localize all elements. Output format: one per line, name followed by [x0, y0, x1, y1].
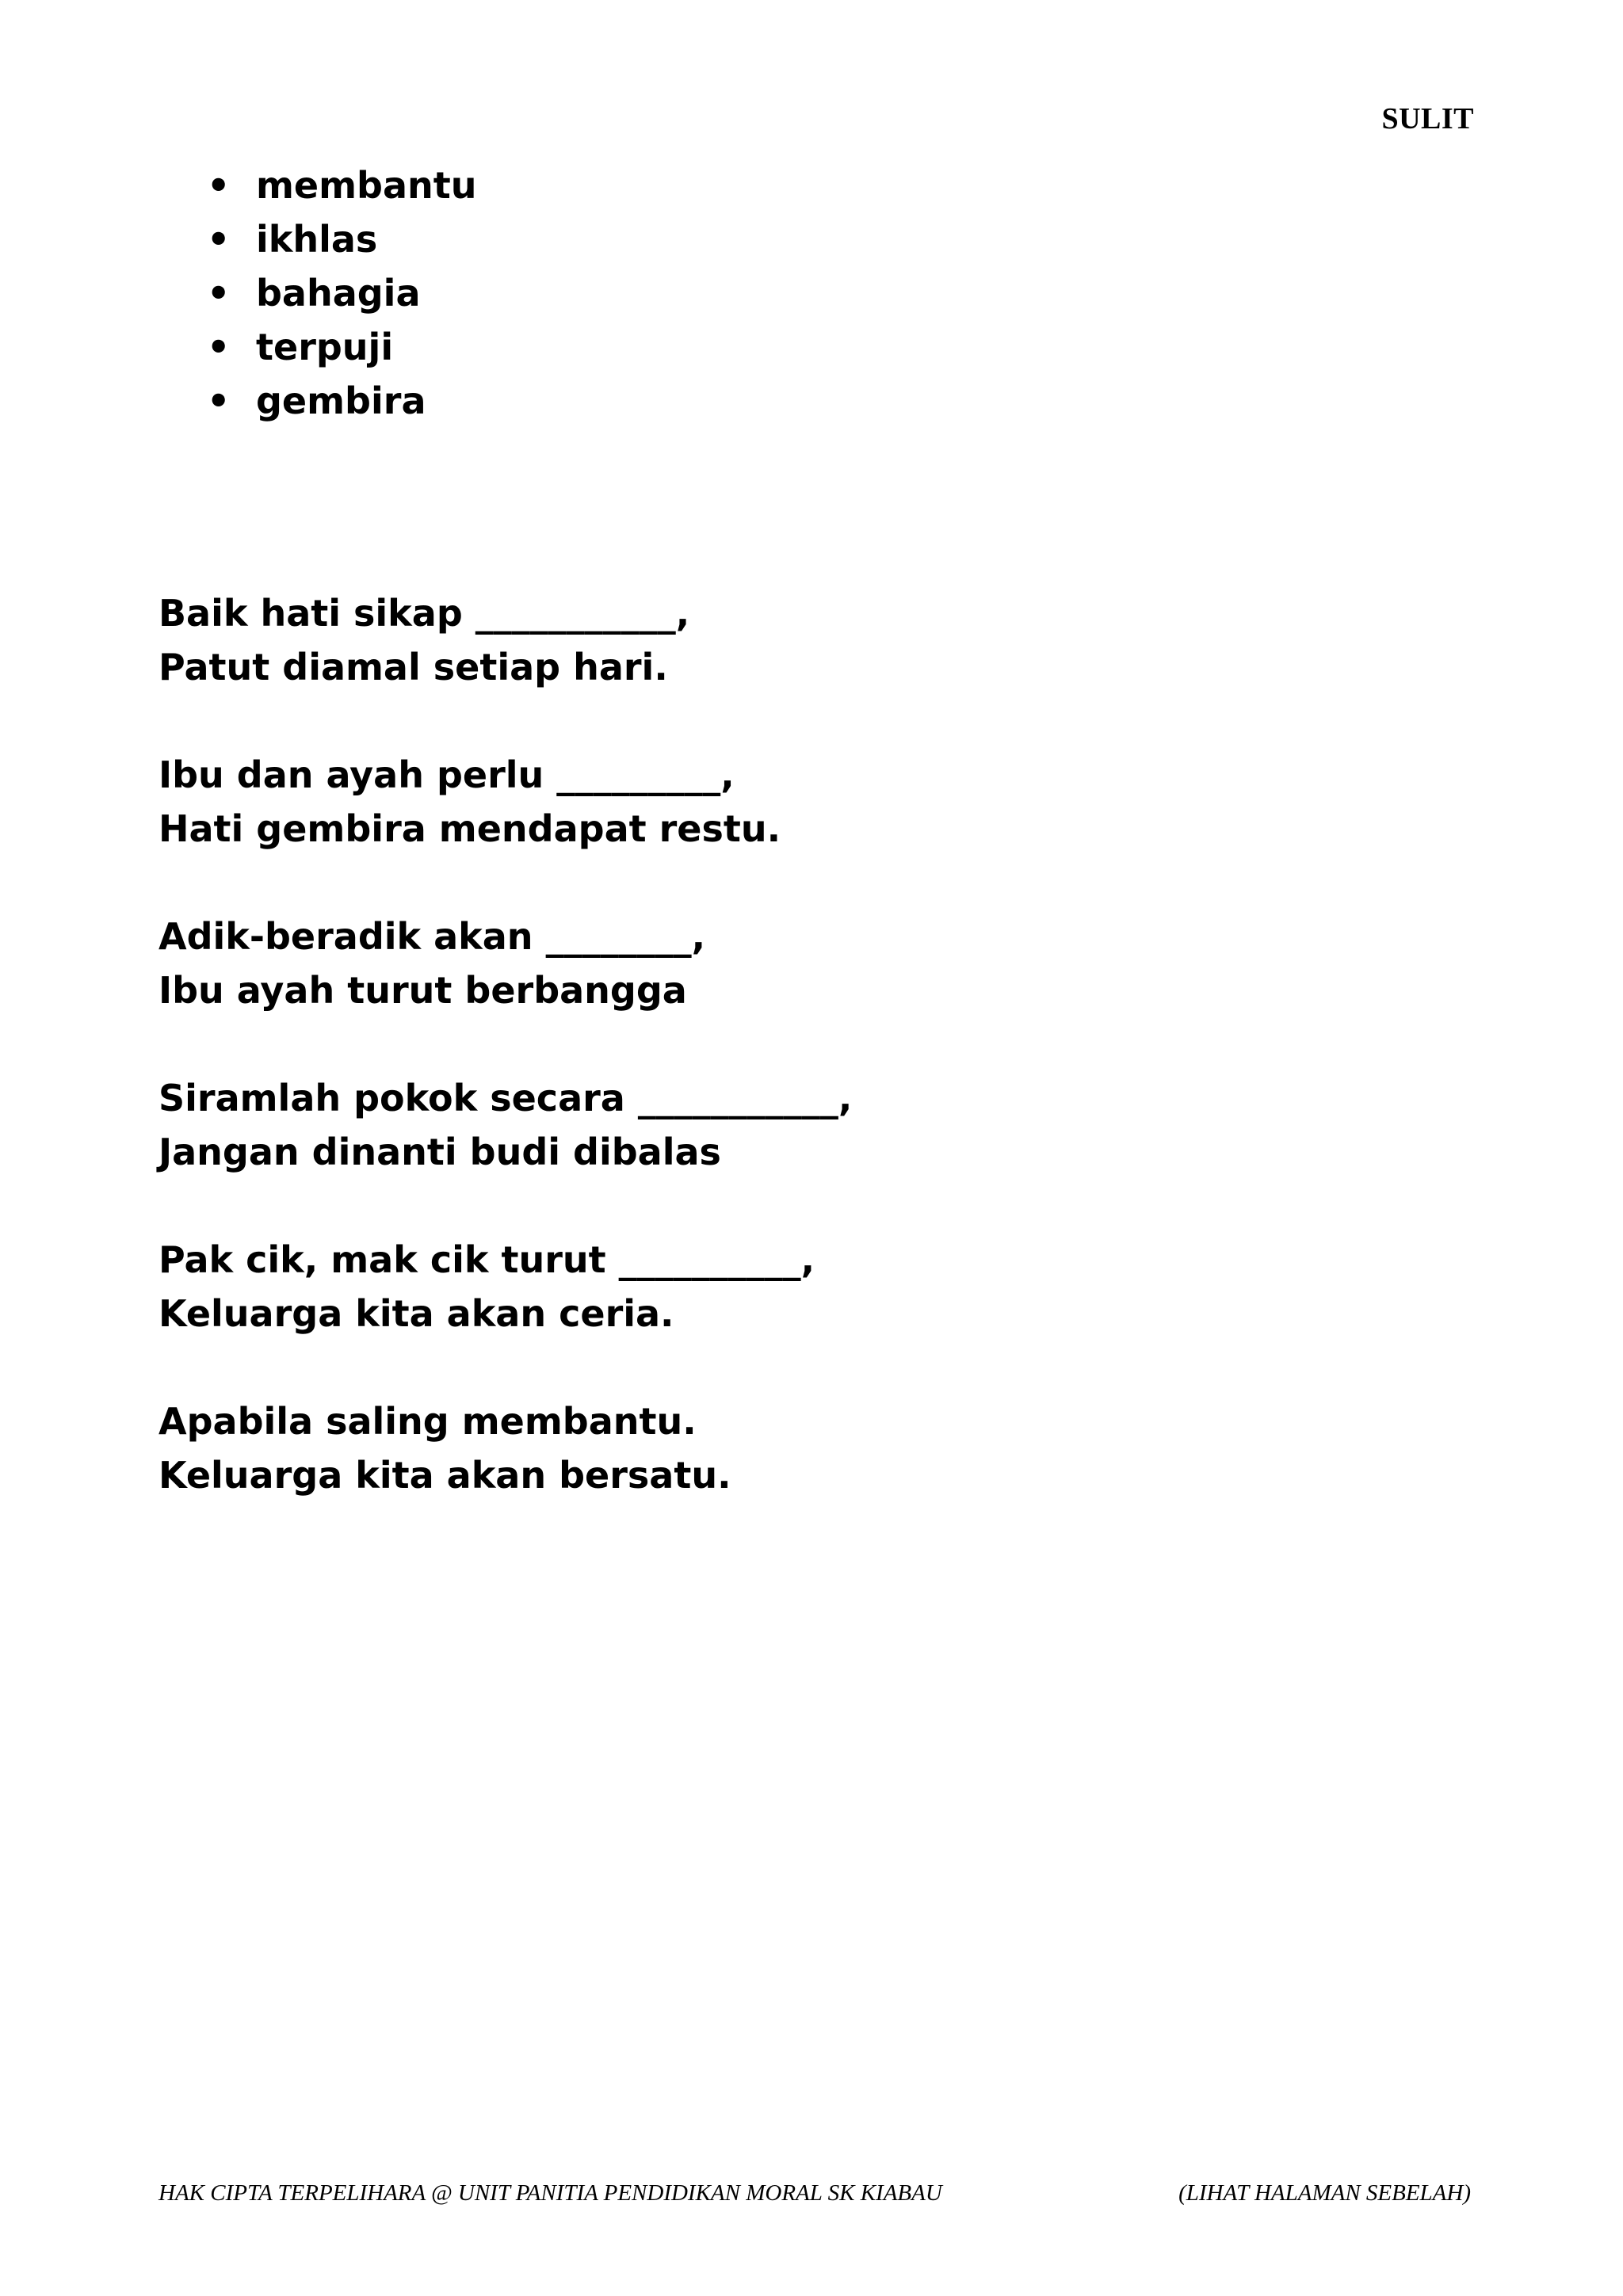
word-bank-item: [202, 212, 477, 266]
poem-stanza: [158, 1071, 852, 1179]
poem: [158, 586, 852, 1556]
poem-line: Baik hati sikap ___________,: [158, 592, 690, 635]
poem-stanza: [158, 910, 852, 1017]
word-bank-item: [202, 266, 477, 320]
footer-copyright: HAK CIPTA TERPELIHARA @ UNIT PANITIA PENDIDIKAN MORAL SK KIABAU: [158, 2180, 942, 2206]
word-bank-item: [202, 320, 477, 374]
poem-line: Keluarga kita akan ceria.: [158, 1292, 674, 1335]
poem-line: Pak cik, mak cik turut __________,: [158, 1238, 815, 1281]
poem-line: Siramlah pokok secara ___________,: [158, 1077, 853, 1119]
poem-stanza: [158, 748, 852, 856]
word-bank-item: [202, 374, 477, 428]
footer-next-page-note: (LIHAT HALAMAN SEBELAH): [1178, 2180, 1471, 2206]
poem-line: Apabila saling membantu.: [158, 1400, 697, 1443]
bullet-icon: •: [207, 218, 231, 261]
word-bank-text: terpuji: [256, 326, 394, 368]
bullet-icon: •: [207, 164, 231, 207]
poem-line: Ibu dan ayah perlu _________,: [158, 753, 735, 796]
word-bank-item: [202, 158, 477, 212]
word-bank-text: bahagia: [256, 272, 421, 315]
word-bank-list: [202, 158, 477, 428]
poem-line: Ibu ayah turut berbangga: [158, 969, 687, 1012]
bullet-icon: •: [207, 326, 231, 368]
classification-label: SULIT: [1381, 102, 1474, 135]
poem-line: Hati gembira mendapat restu.: [158, 807, 781, 850]
bullet-icon: •: [207, 272, 231, 315]
bullet-icon: •: [207, 379, 231, 422]
poem-line: Patut diamal setiap hari.: [158, 646, 668, 688]
poem-line: Jangan dinanti budi dibalas: [158, 1131, 721, 1173]
poem-stanza: [158, 1233, 852, 1341]
poem-line: Keluarga kita akan bersatu.: [158, 1454, 731, 1497]
word-bank-text: membantu: [256, 164, 477, 207]
poem-stanza: [158, 586, 852, 694]
poem-line: Adik-beradik akan ________,: [158, 915, 706, 958]
word-bank-text: ikhlas: [256, 218, 378, 261]
word-bank-text: gembira: [256, 379, 426, 422]
poem-stanza: [158, 1394, 852, 1502]
